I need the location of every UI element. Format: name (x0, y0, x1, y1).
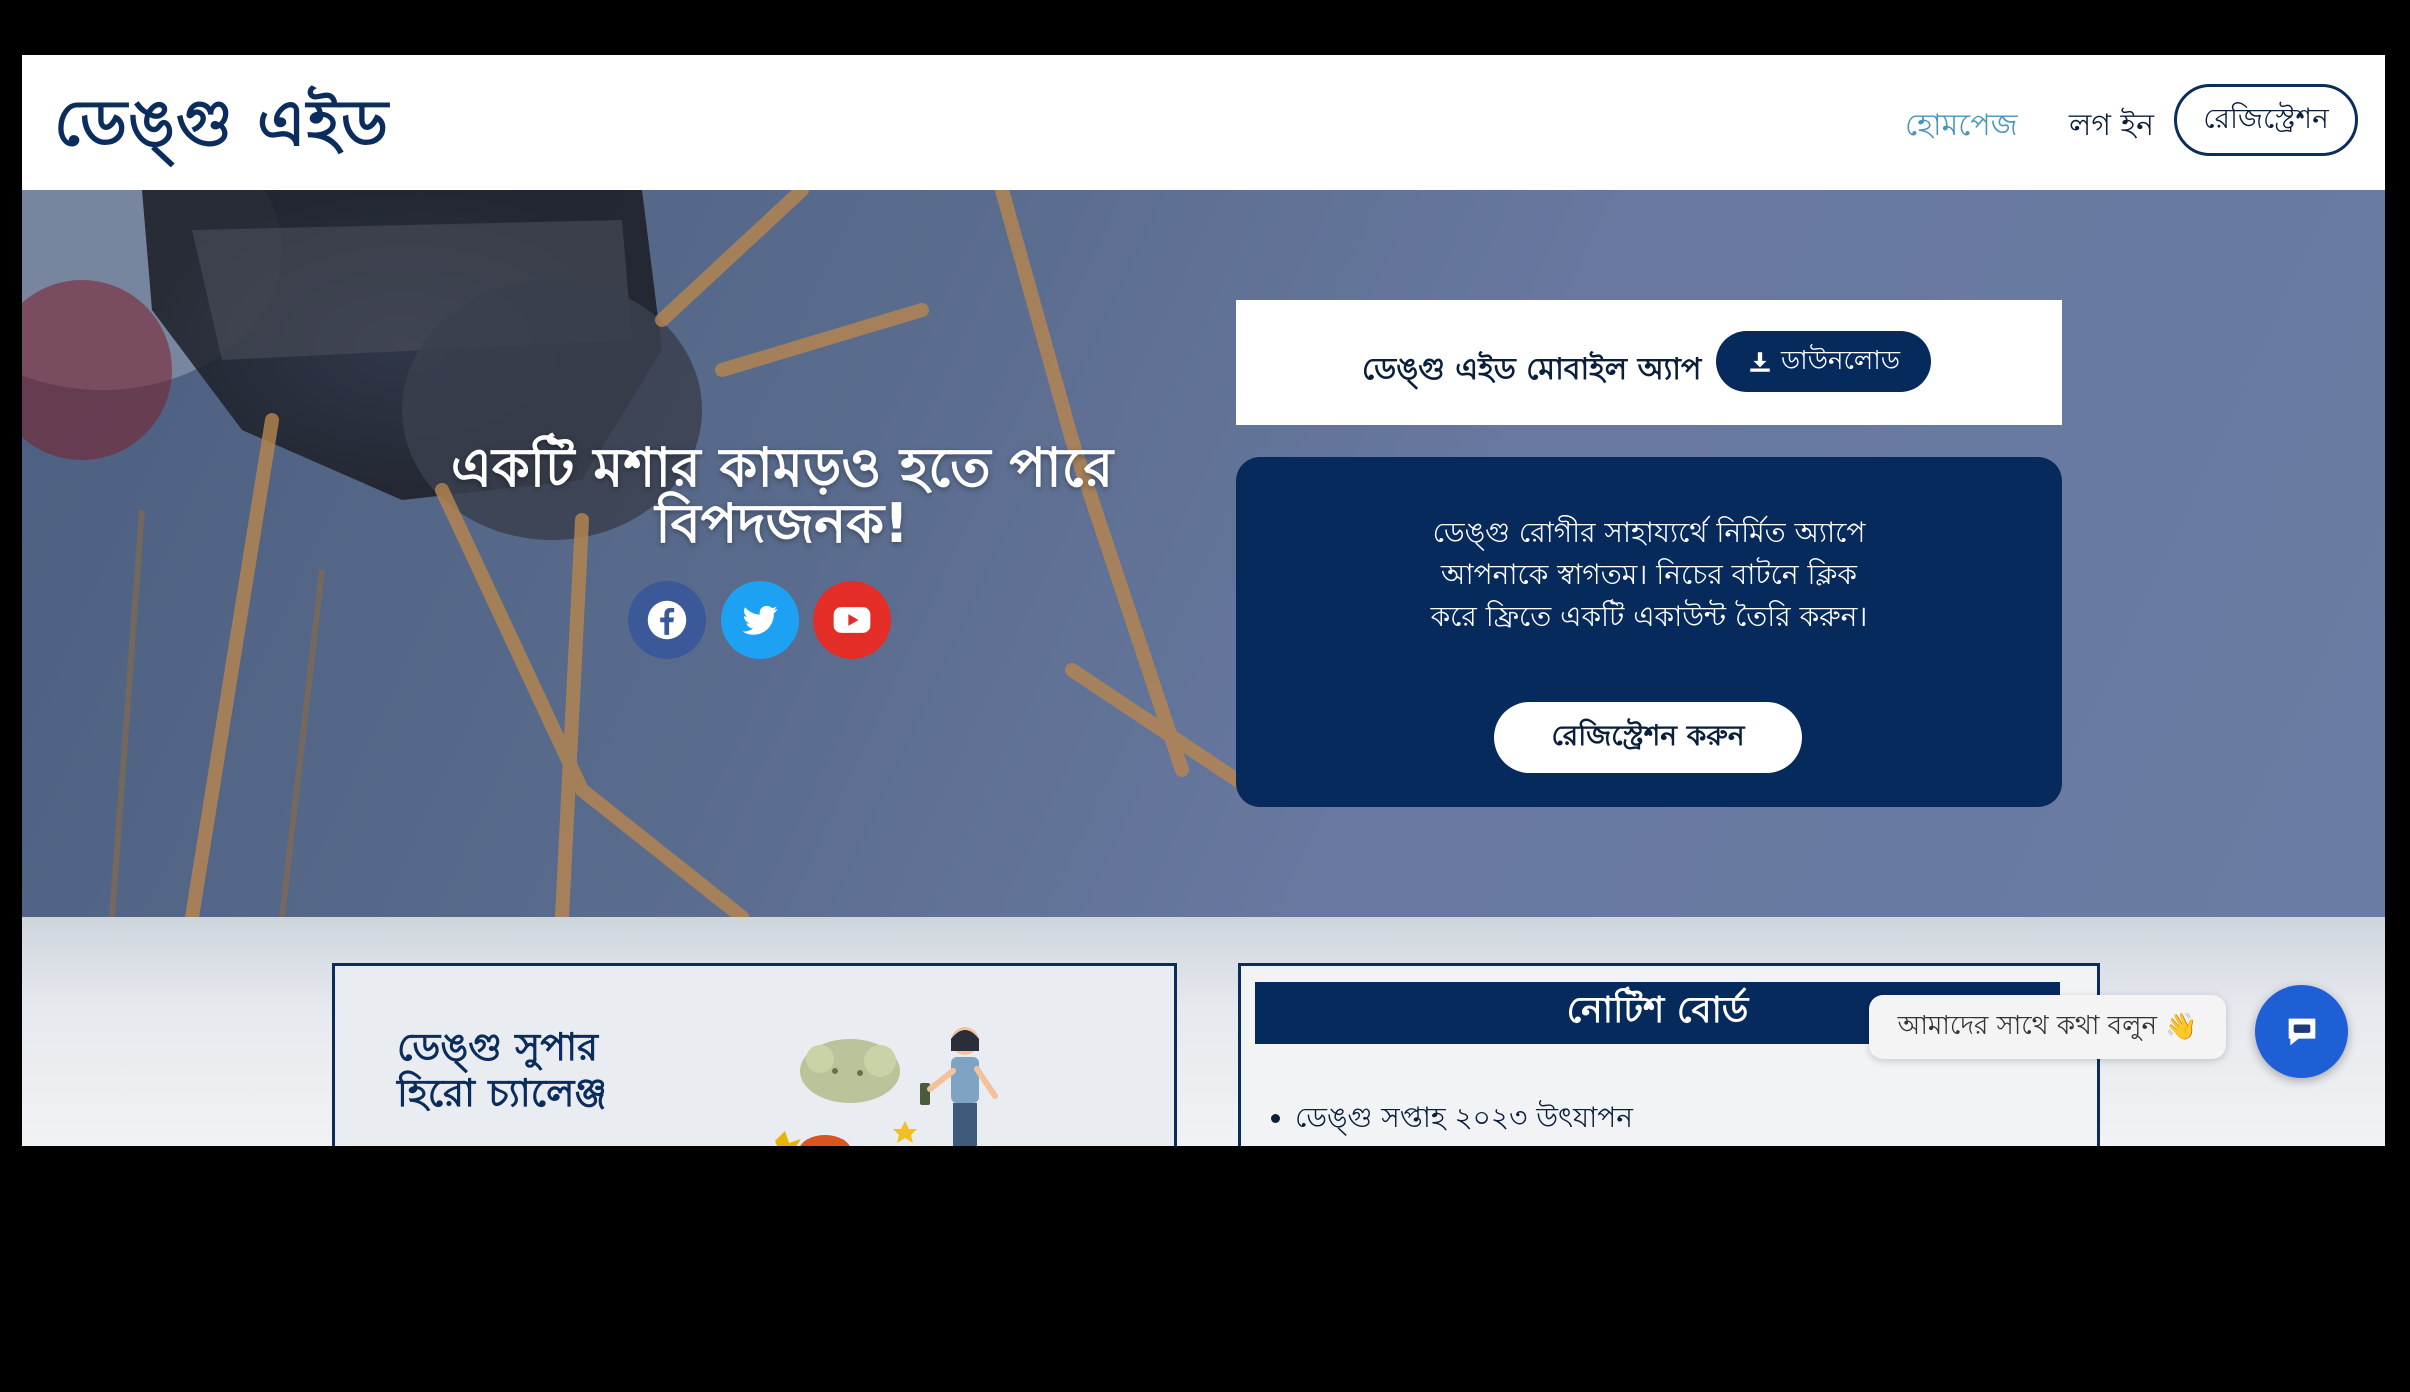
facebook-link[interactable] (628, 581, 706, 659)
youtube-link[interactable] (813, 581, 891, 659)
welcome-line1: ডেঙ্গু রোগীর সাহায্যর্থে নির্মিত অ্যাপে (1432, 516, 1866, 549)
nav-link-login[interactable]: লগ ইন (2069, 108, 2155, 143)
download-icon (1747, 349, 1773, 375)
wave-emoji-icon: 👋 (2165, 1012, 2198, 1042)
welcome-text (1386, 512, 1912, 638)
mobile-app-label: ডেঙ্গু এইড মোবাইল অ্যাপ (1362, 352, 1702, 387)
hero-title (362, 436, 1202, 555)
nav-link-home[interactable]: হোমপেজ (1905, 108, 2018, 143)
challenge-title (397, 1024, 607, 1116)
welcome-line3: করে ফ্রিতে একটি একাউন্ট তৈরি করুন। (1430, 600, 1868, 633)
spray-illustration (755, 1021, 1035, 1146)
brand-logo[interactable]: ডেঙ্গু এইড (54, 87, 390, 161)
welcome-card (1236, 457, 2062, 807)
hero-section (22, 190, 2385, 917)
challenge-title-line1: ডেঙ্গু সুপার (397, 1025, 599, 1069)
register-now-button[interactable]: রেজিস্ট্রেশন করুন (1494, 702, 1802, 773)
chat-icon (2282, 1012, 2322, 1052)
download-button-label: ডাউনলোড (1781, 345, 1900, 376)
chat-prompt-text: আমাদের সাথে কথা বলুন (1897, 1011, 2158, 1041)
facebook-icon (646, 599, 688, 641)
hero-title-line1: একটি মশার কামড়ও হতে পারে (450, 436, 1114, 499)
notice-item[interactable]: • ডেঙ্গু সপ্তাহ ২০২৩ উৎযাপন (1295, 1096, 1633, 1143)
top-navbar (22, 55, 2385, 190)
twitter-icon (739, 599, 781, 641)
browser-viewport (22, 55, 2385, 1146)
hero-title-line2: বিপদজনক! (655, 492, 909, 555)
chat-open-button[interactable] (2255, 985, 2348, 1078)
challenge-title-line2: হিরো চ্যালেঞ্জ (397, 1071, 607, 1115)
mobile-app-box (1236, 300, 2062, 425)
welcome-line2: আপনাকে স্বাগতম। নিচের বাটনে ক্লিক (1441, 558, 1857, 591)
twitter-link[interactable] (721, 581, 799, 659)
notice-board-title: নোটিশ বোর্ড (1255, 982, 2060, 1044)
notice-list (1271, 1096, 1633, 1143)
chat-prompt-bubble[interactable] (1869, 995, 2226, 1059)
nav-register-button[interactable]: রেজিস্ট্রেশন (2174, 84, 2358, 156)
download-button[interactable] (1716, 331, 1931, 392)
challenge-card[interactable] (332, 963, 1177, 1146)
youtube-icon (830, 598, 874, 642)
